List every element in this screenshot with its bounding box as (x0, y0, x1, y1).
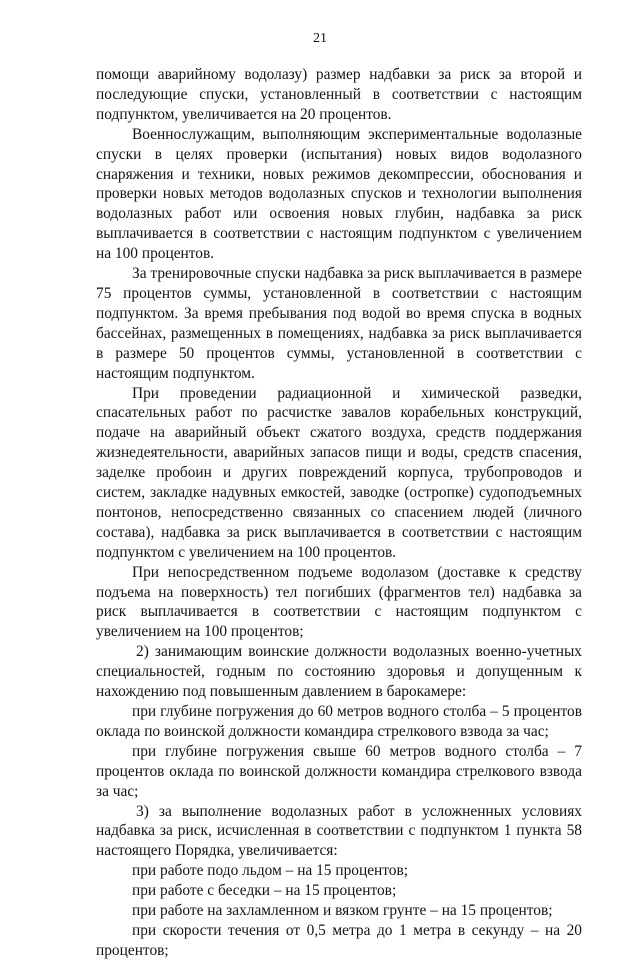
paragraph: При непосредственном подъеме водолазом (доставке к средству подъема на поверхность) тел погибших (фрагментов тел) надбавка за риск выплачивается в соответствии с настоящим подпунктом с увеличением на 100 процентов; (96, 563, 582, 641)
list-item: при работе с беседки – на 15 процентов; (132, 882, 397, 900)
list-item: при глубине погружения до 60 метров водного столба – 5 процентов оклада по воинской должности командира стрелкового взвода за час; (96, 703, 582, 740)
paragraph: При проведении радиационной и химической разведки, спасательных работ по расчистке завалов корабельных конструкций, подаче на аварийный объект сжатого воздуха, средств поддержания жизнедеятельности, аварийных запасов пищи и воды, средств спасения, заделке пробоин и других повреждений корпуса, трубопроводов и систем, закладке надувных емкостей, заводке (остропке) судоподъемных понтонов, непосредственно связанных со спасением людей (личного состава), надбавка за риск выплачивается в соответствии с настоящим подпунктом с увеличением на 100 процентов. (96, 384, 582, 561)
paragraph: помощи аварийному водолазу) размер надбавки за риск за второй и последующие спуски, установленный в соответствии с настоящим подпунктом, увеличивается на 20 процентов. (96, 66, 582, 123)
paragraph: За тренировочные спуски надбавка за риск выплачивается в размере 75 процентов суммы, установленной в соответствии с настоящим подпунктом. За время пребывания под водой во время спуска в водных бассейнах, размещенных в помещениях, надбавка за риск выплачивается в размере 50 процентов суммы, установленной в соответствии с настоящим подпунктом. (96, 265, 582, 382)
paragraph: Военнослужащим, выполняющим экспериментальные водолазные спуски в целях проверки (испытания) новых видов водолазного снаряжения и техники, новых режимов декомпрессии, обоснования и проверки новых методов водолазных спусков и технологии выполнения водолазных работ или освоения новых глубин, надбавка за риск выплачивается в соответствии с настоящим подпунктом с увеличением на 100 процентов. (96, 125, 582, 263)
list-item: при работе подо льдом – на 15 процентов; (132, 862, 409, 880)
list-item: при работе на захламленном и вязком грунте – на 15 процентов; (132, 902, 553, 920)
document-body (96, 65, 582, 961)
list-item: 3) за выполнение водолазных работ в усложненных условиях надбавка за риск, исчисленная в соответствии с подпунктом 1 пункта 58 настоящего Порядка, увеличивается: (96, 802, 582, 860)
page-number: 21 (313, 31, 327, 46)
list-item: при глубине погружения свыше 60 метров водного столба – 7 процентов оклада по воинской должности командира стрелкового взвода за час; (96, 742, 582, 800)
list-item: при скорости течения от 0,5 метра до 1 метра в секунду – на 20 процентов; (96, 921, 582, 959)
list-item: 2) занимающим воинские должности водолазных военно-учетных специальностей, годным по состоянию здоровья и допущенным к нахождению под повышенным давлением в барокамере: (96, 643, 582, 701)
